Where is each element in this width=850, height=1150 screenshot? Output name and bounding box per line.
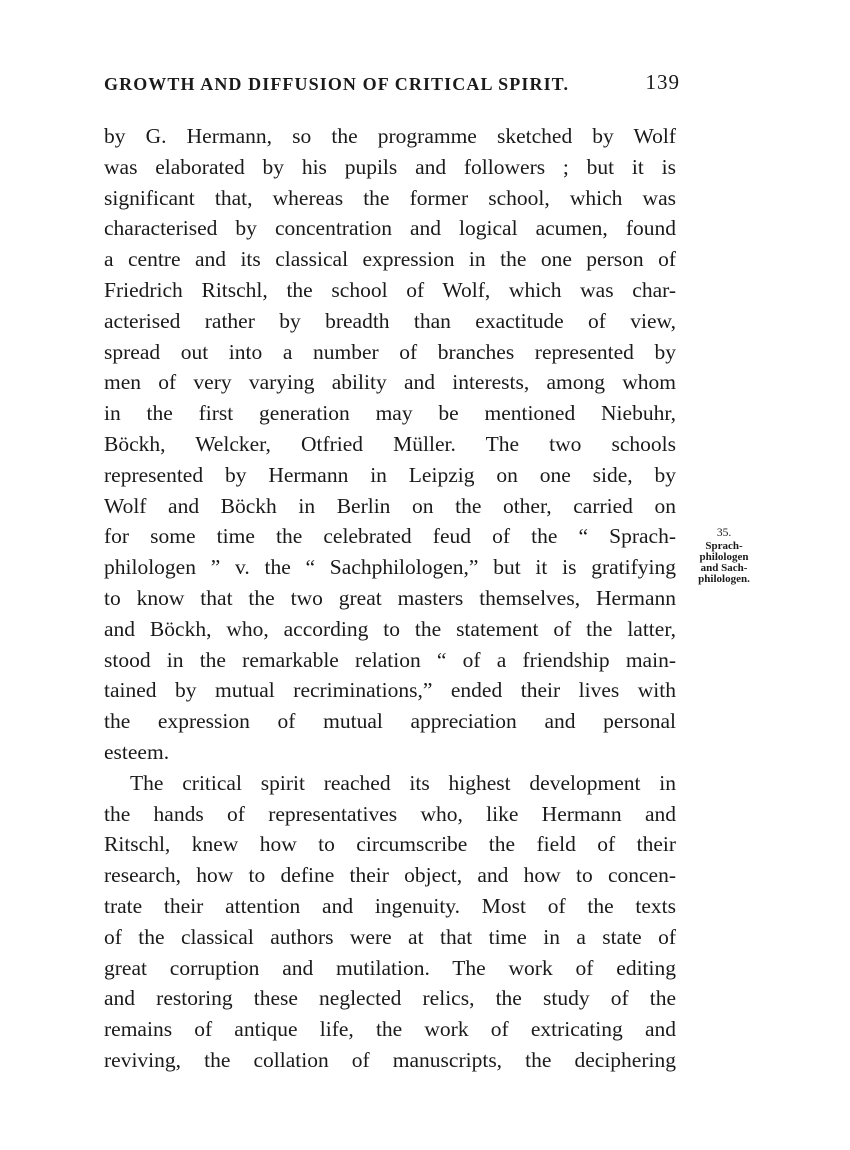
text-line: stood in the remarkable relation “ of a friendship main- [104,647,676,672]
margin-note-number: 35. [716,527,732,539]
text-line: of the classical authors were at that time in a state of [104,924,676,949]
text-line: Friedrich Ritschl, the school of Wolf, which was char- [104,277,676,302]
text-line: esteem. [104,739,170,764]
text-line: the hands of representatives who, like Hermann and [104,801,676,826]
text-line: significant that, whereas the former school, which was [104,185,676,210]
page-number: 139 [645,70,680,94]
text-line: Böckh, Welcker, Otfried Müller. The two schools [104,431,676,456]
margin-note [686,528,762,585]
running-head [104,70,680,100]
text-line: and Böckh, who, according to the statement of the latter, [104,616,676,641]
text-line: acterised rather by breadth than exactitude of view, [104,308,676,333]
margin-note-line: Sprach- [705,540,743,552]
text-line: for some time the celebrated feud of the “ Sprach- [104,524,676,549]
margin-note-line: philologen [699,551,749,563]
text-line: to know that the two great masters themselves, Hermann [104,585,676,610]
text-line: was elaborated by his pupils and followers ; but it is [104,154,676,179]
text-line: tained by mutual recriminations,” ended their lives with [104,678,676,703]
text-line: reviving, the collation of manuscripts, the deciphering [104,1047,676,1072]
text-line: trate their attention and ingenuity. Most of the texts [104,893,676,918]
text-line: a centre and its classical expression in the one person of [104,247,676,272]
text-line: by G. Hermann, so the programme sketched by Wolf [104,124,676,148]
text-line: philologen ” v. the “ Sachphilologen,” but it is gratifying [104,555,676,580]
text-line: represented by Hermann in Leipzig on one side, by [104,462,676,487]
text-line: the expression of mutual appreciation and personal [104,709,676,734]
text-line: research, how to define their object, and how to concen- [104,863,676,888]
text-line: Ritschl, knew how to circumscribe the field of their [104,832,676,857]
margin-note-line: and Sach- [700,562,748,574]
text-line: great corruption and mutilation. The work of editing [104,955,676,980]
text-line: remains of antique life, the work of extricating and [104,1017,676,1042]
text-line: spread out into a number of branches represented by [104,339,676,364]
text-line: The critical spirit reached its highest development in [130,770,676,795]
text-line: characterised by concentration and logical acumen, found [104,216,676,241]
text-line: and restoring these neglected relics, the study of the [104,986,676,1011]
body-text [104,121,676,1076]
text-line: Wolf and Böckh in Berlin on the other, carried on [104,493,676,518]
margin-note-line: philologen. [698,573,750,585]
text-line: in the first generation may be mentioned Niebuhr, [104,401,676,426]
running-title: GROWTH AND DIFFUSION OF CRITICAL SPIRIT. [104,74,570,94]
text-line: men of very varying ability and interests, among whom [104,370,676,395]
